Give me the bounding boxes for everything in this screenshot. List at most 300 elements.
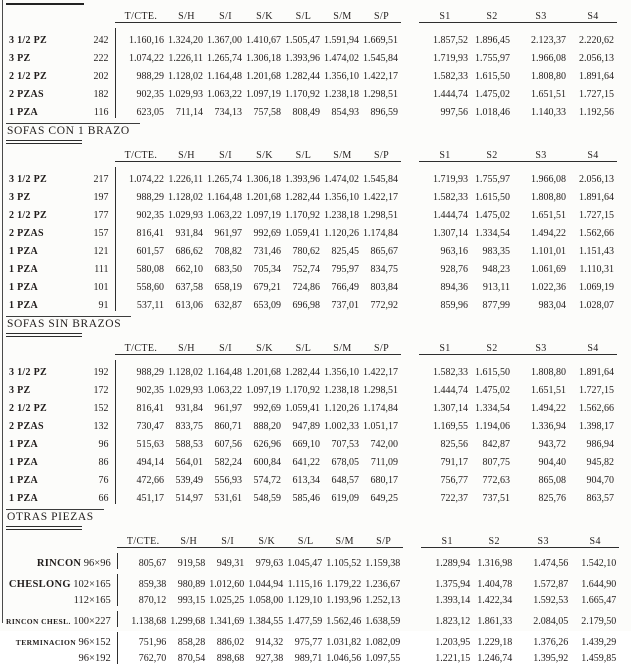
price-cell: 825,56 xyxy=(440,439,468,450)
price-cell: 619,09 xyxy=(331,493,359,504)
price-cell: 1.140,33 xyxy=(531,107,566,118)
col-header: S4 xyxy=(569,339,617,355)
header-gap-cell xyxy=(401,7,419,23)
price-cell: 751,96 xyxy=(138,637,167,648)
price-cell: 1.069,19 xyxy=(579,282,614,293)
col-header: S4 xyxy=(571,532,619,548)
price-cell: 1.444,74 xyxy=(433,210,468,221)
price-cell: 1.097,19 xyxy=(246,210,281,221)
price-cell: 949,31 xyxy=(216,558,245,569)
price-cell: 731,46 xyxy=(253,246,281,257)
price-cell: 1.719,93 xyxy=(433,53,468,64)
col-header: S/I xyxy=(206,7,245,23)
col-header: S4 xyxy=(569,7,617,23)
row-qty: 132 xyxy=(88,414,115,432)
price-cell: 948,23 xyxy=(482,264,510,275)
column-header-row xyxy=(6,7,617,23)
col-header: S/P xyxy=(362,7,401,23)
col-header: S/P xyxy=(364,532,403,548)
price-cell: 1.120,26 xyxy=(324,403,359,414)
price-cell: 1.727,15 xyxy=(579,89,614,100)
price-cell: 1.194,06 xyxy=(475,421,510,432)
price-cell: 1.170,92 xyxy=(285,210,320,221)
price-cell: 724,86 xyxy=(292,282,320,293)
col-header: S3 xyxy=(513,146,569,162)
table-row xyxy=(6,396,617,414)
price-cell: 1.651,51 xyxy=(531,385,566,396)
price-cell: 1.120,26 xyxy=(324,228,359,239)
price-cell: 1.808,80 xyxy=(531,367,566,378)
price-cell: 961,97 xyxy=(214,403,242,414)
row-label: 1 PZA xyxy=(9,107,38,118)
price-cell: 1.545,84 xyxy=(363,174,398,185)
price-cell: 1.651,51 xyxy=(531,210,566,221)
price-cell: 1.422,34 xyxy=(477,595,513,606)
price-cell: 1.128,02 xyxy=(168,192,203,203)
price-cell: 1.289,94 xyxy=(435,558,471,569)
price-cell: 653,09 xyxy=(253,300,281,311)
price-cell: 795,97 xyxy=(331,264,359,275)
table-row xyxy=(6,185,617,203)
row-gap-cell xyxy=(401,82,419,100)
row-gap-cell xyxy=(401,378,419,396)
page-left-border xyxy=(2,0,3,623)
price-cell: 1.282,44 xyxy=(285,192,320,203)
piece-size: 100×227 xyxy=(73,616,111,627)
price-cell: 791,17 xyxy=(440,457,468,468)
title-double-rule xyxy=(6,526,82,530)
price-cell: 711,14 xyxy=(175,107,203,118)
price-cell: 1.324,20 xyxy=(168,35,203,46)
price-cell: 623,05 xyxy=(136,107,164,118)
price-cell: 558,60 xyxy=(136,282,164,293)
price-cell: 865,67 xyxy=(370,246,398,257)
row-qty: 172 xyxy=(88,378,115,396)
price-cell: 1.422,17 xyxy=(363,192,398,203)
row-gap-cell xyxy=(401,46,419,64)
price-cell: 1.727,15 xyxy=(579,385,614,396)
price-cell: 1.356,10 xyxy=(324,192,359,203)
row-gap-cell xyxy=(401,360,419,378)
price-cell: 637,58 xyxy=(175,282,203,293)
price-cell: 988,29 xyxy=(136,71,164,82)
table-row xyxy=(6,28,617,46)
price-cell: 514,97 xyxy=(175,493,203,504)
row-qty: 91 xyxy=(88,293,115,311)
price-cell: 1.615,50 xyxy=(475,71,510,82)
price-cell: 1.282,44 xyxy=(285,71,320,82)
header-spacer-cell xyxy=(6,146,88,162)
piece-size: 112×165 xyxy=(73,595,111,606)
price-cell: 1.058,00 xyxy=(248,595,284,606)
row-label: 3 1/2 PZ xyxy=(9,174,47,185)
table-row xyxy=(6,414,617,432)
price-cell: 1.475,02 xyxy=(475,385,510,396)
price-cell: 1.545,84 xyxy=(363,53,398,64)
price-cell: 1.719,93 xyxy=(433,174,468,185)
price-cell: 902,35 xyxy=(136,89,164,100)
price-cell: 1.203,95 xyxy=(435,637,471,648)
price-cell: 1.444,74 xyxy=(433,89,468,100)
table-row xyxy=(6,46,617,64)
price-cell: 904,40 xyxy=(538,457,566,468)
piece-size: 96×152 xyxy=(78,637,111,648)
column-header-row xyxy=(6,339,617,355)
price-cell: 1.115,16 xyxy=(287,579,323,590)
price-cell: 833,75 xyxy=(175,421,203,432)
table-row xyxy=(6,275,617,293)
price-cell: 1.494,22 xyxy=(531,403,566,414)
price-cell: 613,06 xyxy=(175,300,203,311)
col-header: S3 xyxy=(513,7,569,23)
price-cell: 1.002,33 xyxy=(324,421,359,432)
col-header: S/K xyxy=(247,532,286,548)
price-cell: 1.025,25 xyxy=(209,595,245,606)
price-cell: 1.891,64 xyxy=(579,192,614,203)
price-cell: 1.475,02 xyxy=(475,210,510,221)
price-cell: 574,72 xyxy=(253,475,281,486)
col-header: S2 xyxy=(471,339,513,355)
price-cell: 1.896,45 xyxy=(475,35,510,46)
price-cell: 780,62 xyxy=(292,246,320,257)
table-row xyxy=(6,486,617,504)
piece-name: RINCON xyxy=(36,558,82,569)
price-cell: 1.592,53 xyxy=(533,595,569,606)
row-gap-cell xyxy=(401,432,419,450)
section-header xyxy=(6,508,631,530)
section-title: OTRAS PIEZAS xyxy=(6,509,104,524)
price-cell: 2.220,62 xyxy=(579,35,614,46)
table-row xyxy=(6,450,617,468)
price-cell: 658,19 xyxy=(214,282,242,293)
col-header: T/CTE. xyxy=(115,7,167,23)
row-label: 3 PZ xyxy=(9,53,31,64)
price-cell: 1.028,07 xyxy=(579,300,614,311)
piece-label-cell xyxy=(6,648,117,664)
price-cell: 1.477,59 xyxy=(287,616,323,627)
col-header: S/M xyxy=(325,532,364,548)
price-cell: 708,82 xyxy=(214,246,242,257)
price-cell: 632,87 xyxy=(214,300,242,311)
price-cell: 607,56 xyxy=(214,439,242,450)
col-header: S/H xyxy=(167,339,206,355)
price-cell: 1.063,22 xyxy=(207,89,242,100)
price-cell: 886,02 xyxy=(216,637,245,648)
row-qty: 192 xyxy=(88,360,115,378)
row-gap-cell xyxy=(401,203,419,221)
header-gap-cell xyxy=(401,339,419,355)
price-cell: 1.316,98 xyxy=(477,558,513,569)
row-qty: 197 xyxy=(88,185,115,203)
price-cell: 705,34 xyxy=(253,264,281,275)
row-gap-cell xyxy=(401,28,419,46)
price-cell: 1.475,02 xyxy=(475,89,510,100)
price-cell: 1.238,18 xyxy=(324,89,359,100)
price-cell: 1.966,08 xyxy=(531,53,566,64)
price-cell: 1.097,19 xyxy=(246,89,281,100)
col-header: S/L xyxy=(284,146,323,162)
price-cell: 762,70 xyxy=(138,653,167,664)
col-header: S/M xyxy=(323,146,362,162)
price-cell: 870,12 xyxy=(138,595,167,606)
row-label: 2 1/2 PZ xyxy=(9,71,47,82)
price-table xyxy=(6,339,617,504)
price-cell: 1.299,68 xyxy=(170,616,206,627)
price-cell: 1.306,18 xyxy=(246,174,281,185)
col-header: S4 xyxy=(569,146,617,162)
price-cell: 825,45 xyxy=(331,246,359,257)
price-cell: 580,08 xyxy=(136,264,164,275)
piece-label-cell xyxy=(6,632,117,648)
row-gap-cell xyxy=(401,257,419,275)
price-cell: 1.336,94 xyxy=(531,421,566,432)
price-cell: 1.808,80 xyxy=(531,71,566,82)
price-cell: 983,35 xyxy=(482,246,510,257)
price-cell: 997,56 xyxy=(440,107,468,118)
row-gap-cell xyxy=(403,553,421,569)
price-cell: 1.031,82 xyxy=(326,637,362,648)
price-cell: 1.238,18 xyxy=(324,210,359,221)
price-cell: 1.159,38 xyxy=(365,558,401,569)
row-label: 3 1/2 PZ xyxy=(9,35,47,46)
price-cell: 772,63 xyxy=(482,475,510,486)
price-cell: 548,59 xyxy=(253,493,281,504)
price-cell: 494,14 xyxy=(136,457,164,468)
price-cell: 947,89 xyxy=(292,421,320,432)
price-cell: 1.128,02 xyxy=(168,71,203,82)
row-qty: 157 xyxy=(88,221,115,239)
price-cell: 1.410,67 xyxy=(246,35,281,46)
price-cell: 1.170,92 xyxy=(285,89,320,100)
col-header: S/H xyxy=(169,532,208,548)
price-cell: 988,29 xyxy=(136,192,164,203)
row-qty: 116 xyxy=(88,100,115,118)
price-cell: 588,53 xyxy=(175,439,203,450)
price-cell: 1.074,22 xyxy=(129,174,164,185)
table-row xyxy=(6,553,619,569)
price-cell: 865,08 xyxy=(538,475,566,486)
row-gap-cell xyxy=(401,293,419,311)
price-cell: 1.494,22 xyxy=(531,228,566,239)
col-header: S/L xyxy=(286,532,325,548)
table-row xyxy=(6,611,619,627)
price-cell: 983,04 xyxy=(538,300,566,311)
price-cell: 842,87 xyxy=(482,439,510,450)
col-header: S2 xyxy=(473,532,515,548)
col-header: S1 xyxy=(419,7,471,23)
section-header xyxy=(6,315,631,337)
price-cell: 1.059,41 xyxy=(285,228,320,239)
price-cell: 902,35 xyxy=(136,385,164,396)
price-cell: 904,70 xyxy=(586,475,614,486)
price-cell: 1.029,93 xyxy=(168,210,203,221)
price-cell: 679,21 xyxy=(253,282,281,293)
price-cell: 1.151,43 xyxy=(579,246,614,257)
price-cell: 1.727,15 xyxy=(579,210,614,221)
row-label: 1 PZA xyxy=(9,493,38,504)
price-table xyxy=(6,532,619,664)
price-cell: 870,54 xyxy=(177,653,206,664)
header-spacer-cell xyxy=(90,532,118,548)
row-label: 3 PZ xyxy=(9,385,31,396)
price-cell: 531,61 xyxy=(214,493,242,504)
price-cell: 1.063,22 xyxy=(207,210,242,221)
col-header: S/H xyxy=(167,7,206,23)
piece-name: CHESLONG xyxy=(8,579,71,590)
price-cell: 1.238,18 xyxy=(324,385,359,396)
row-label: 3 1/2 PZ xyxy=(9,367,47,378)
price-cell: 1.164,48 xyxy=(207,71,242,82)
price-cell: 945,82 xyxy=(586,457,614,468)
price-cell: 807,75 xyxy=(482,457,510,468)
piece-label-cell xyxy=(6,611,117,627)
price-cell: 1.097,55 xyxy=(365,653,401,664)
col-header: T/CTE. xyxy=(117,532,169,548)
price-cell: 1.074,22 xyxy=(129,53,164,64)
price-cell: 1.334,54 xyxy=(475,228,510,239)
price-cell: 859,96 xyxy=(440,300,468,311)
price-cell: 1.505,47 xyxy=(285,35,320,46)
price-cell: 1.164,48 xyxy=(207,367,242,378)
row-label: 1 PZA xyxy=(9,475,38,486)
row-gap-cell xyxy=(401,396,419,414)
section-title: SOFAS CON 1 BRAZO xyxy=(6,123,140,138)
price-cell: 1.422,17 xyxy=(363,71,398,82)
row-qty: 76 xyxy=(88,468,115,486)
price-cell: 1.334,54 xyxy=(475,403,510,414)
price-cell: 979,63 xyxy=(255,558,284,569)
price-cell: 928,76 xyxy=(440,264,468,275)
row-label: 1 PZA xyxy=(9,246,38,257)
row-gap-cell xyxy=(401,64,419,82)
row-label: 2 PZAS xyxy=(9,228,44,239)
price-cell: 711,09 xyxy=(370,457,398,468)
row-qty: 222 xyxy=(88,46,115,64)
price-cell: 734,13 xyxy=(214,107,242,118)
price-cell: 1.101,01 xyxy=(531,246,566,257)
piece-size: 102×165 xyxy=(73,579,111,590)
table-row xyxy=(6,221,617,239)
table-row xyxy=(6,257,617,275)
table-row xyxy=(6,293,617,311)
col-header: S/K xyxy=(245,146,284,162)
col-header: S/I xyxy=(206,339,245,355)
price-cell: 1.022,36 xyxy=(531,282,566,293)
price-cell: 1.252,13 xyxy=(365,595,401,606)
col-header: S3 xyxy=(515,532,571,548)
table-row xyxy=(6,590,619,606)
header-gap-cell xyxy=(403,532,421,548)
price-cell: 1.298,51 xyxy=(363,210,398,221)
row-gap-cell xyxy=(403,632,421,648)
row-label: 1 PZA xyxy=(9,282,38,293)
row-qty: 86 xyxy=(88,450,115,468)
price-cell: 1.582,33 xyxy=(433,71,468,82)
price-cell: 737,51 xyxy=(482,493,510,504)
price-cell: 986,94 xyxy=(586,439,614,450)
row-qty: 66 xyxy=(88,486,115,504)
price-cell: 816,41 xyxy=(136,403,164,414)
header-gap-cell xyxy=(401,146,419,162)
price-cell: 863,57 xyxy=(586,493,614,504)
price-cell: 927,38 xyxy=(255,653,284,664)
price-cell: 1.542,10 xyxy=(581,558,617,569)
price-cell: 600,84 xyxy=(253,457,281,468)
price-cell: 858,28 xyxy=(177,637,206,648)
table-row xyxy=(6,167,617,185)
price-cell: 662,10 xyxy=(175,264,203,275)
price-cell: 993,15 xyxy=(177,595,206,606)
price-cell: 1.572,87 xyxy=(533,579,569,590)
price-cell: 1.665,47 xyxy=(581,595,617,606)
title-double-rule xyxy=(6,140,82,144)
price-cell: 896,59 xyxy=(370,107,398,118)
price-cell: 1.755,97 xyxy=(475,53,510,64)
price-cell: 1.562,66 xyxy=(579,228,614,239)
price-cell: 898,68 xyxy=(216,653,245,664)
sheet-content xyxy=(6,3,631,664)
price-cell: 803,84 xyxy=(370,282,398,293)
partial-title-rule xyxy=(6,3,84,5)
price-cell: 1.169,55 xyxy=(433,421,468,432)
price-cell: 1.298,51 xyxy=(363,89,398,100)
price-cell: 1.966,08 xyxy=(531,174,566,185)
row-label: 2 1/2 PZ xyxy=(9,403,47,414)
row-label: 1 PZA xyxy=(9,300,38,311)
price-cell: 1.356,10 xyxy=(324,71,359,82)
col-header: T/CTE. xyxy=(115,339,167,355)
price-cell: 931,84 xyxy=(175,228,203,239)
header-spacer-cell xyxy=(6,339,88,355)
row-qty: 96 xyxy=(88,432,115,450)
row-gap-cell xyxy=(401,486,419,504)
table-row xyxy=(6,100,617,118)
price-cell: 1.110,31 xyxy=(579,264,614,275)
row-qty: 121 xyxy=(88,239,115,257)
price-cell: 1.082,09 xyxy=(365,637,401,648)
price-cell: 1.395,92 xyxy=(533,653,569,664)
price-cell: 992,69 xyxy=(253,403,281,414)
price-cell: 1.474,02 xyxy=(324,174,359,185)
price-cell: 1.404,78 xyxy=(477,579,513,590)
price-cell: 707,53 xyxy=(331,439,359,450)
column-header-row xyxy=(6,532,619,548)
price-cell: 1.444,74 xyxy=(433,385,468,396)
price-cell: 451,17 xyxy=(136,493,164,504)
price-cell: 1.307,14 xyxy=(433,403,468,414)
piece-size: 96×192 xyxy=(78,653,111,664)
col-header: S/L xyxy=(284,339,323,355)
price-cell: 1.474,56 xyxy=(533,558,569,569)
table-row xyxy=(6,378,617,396)
price-cell: 757,58 xyxy=(253,107,281,118)
price-cell: 1.051,17 xyxy=(363,421,398,432)
row-label: 2 PZAS xyxy=(9,421,44,432)
price-cell: 1.393,14 xyxy=(435,595,471,606)
price-cell: 1.059,41 xyxy=(285,403,320,414)
price-cell: 1.229,18 xyxy=(477,637,513,648)
price-cell: 988,29 xyxy=(136,367,164,378)
price-cell: 1.591,94 xyxy=(324,35,359,46)
price-cell: 2.056,13 xyxy=(579,174,614,185)
price-cell: 556,93 xyxy=(214,475,242,486)
price-cell: 1.201,68 xyxy=(246,71,281,82)
price-table xyxy=(6,146,617,311)
price-cell: 1.160,16 xyxy=(129,35,164,46)
price-cell: 515,63 xyxy=(136,439,164,450)
price-cell: 992,69 xyxy=(253,228,281,239)
col-header: S1 xyxy=(421,532,473,548)
